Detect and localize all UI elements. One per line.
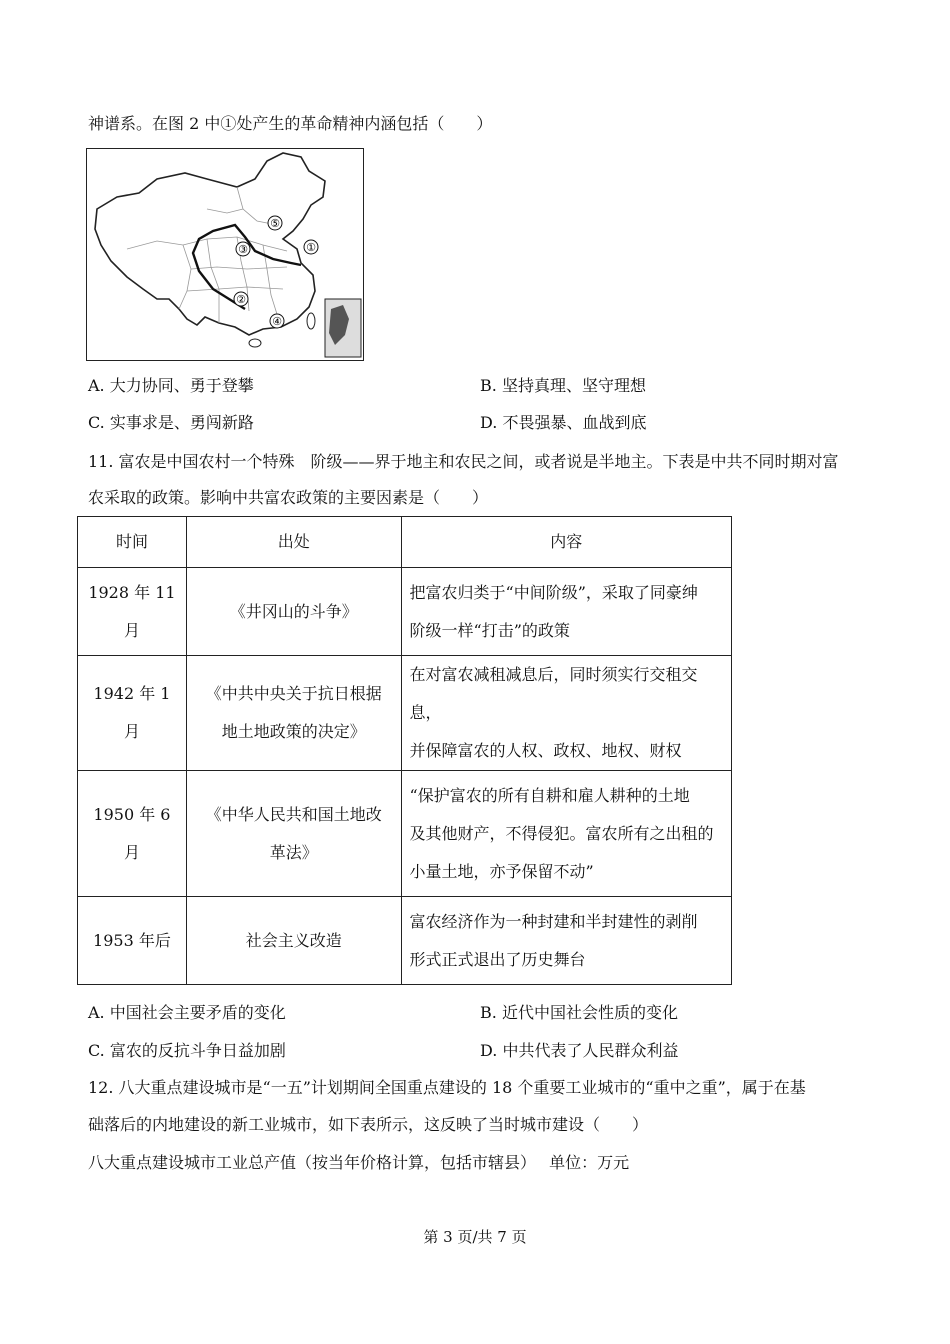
marker-1: ① bbox=[306, 241, 316, 254]
q11-option-c[interactable]: C. 富农的反抗斗争日益加剧 bbox=[88, 1041, 286, 1060]
cell-time: 1953 年后 bbox=[78, 897, 187, 985]
country-outline bbox=[95, 153, 325, 335]
cell-source: 社会主义改造 bbox=[186, 897, 401, 985]
q10-option-d[interactable]: D. 不畏强暴、血战到底 bbox=[480, 413, 647, 432]
cell-source: 《井冈山的斗争》 bbox=[186, 568, 401, 656]
q10-option-a[interactable]: A. 大力协同、勇于登攀 bbox=[88, 376, 254, 395]
cell-content: 把富农归类于“中间阶级”，采取了同豪绅 阶级一样“打击”的政策 bbox=[401, 568, 731, 656]
marker-2: ② bbox=[236, 293, 246, 306]
header-content: 内容 bbox=[401, 517, 731, 568]
q10-option-c[interactable]: C. 实事求是、勇闯新路 bbox=[88, 413, 254, 432]
marker-3: ③ bbox=[238, 243, 248, 256]
header-source: 出处 bbox=[186, 517, 401, 568]
header-time: 时间 bbox=[78, 517, 187, 568]
table-row bbox=[78, 656, 732, 771]
china-map bbox=[87, 149, 362, 359]
policy-table bbox=[77, 516, 732, 985]
table-header-row bbox=[78, 517, 732, 568]
q11-option-a[interactable]: A. 中国社会主要矛盾的变化 bbox=[88, 1003, 286, 1022]
marker-4: ④ bbox=[272, 315, 282, 328]
table-row bbox=[78, 771, 732, 897]
q12-stem-line-1: 12. 八大重点建设城市是“一五”计划期间全国重点建设的 18 个重要工业城市的“重中之重”，属于在基 bbox=[88, 1078, 806, 1097]
q10-option-b[interactable]: B. 坚持真理、坚守理想 bbox=[480, 376, 646, 395]
cell-time: 1950 年 6 月 bbox=[78, 771, 187, 897]
cell-time: 1928 年 11 月 bbox=[78, 568, 187, 656]
q11-option-b[interactable]: B. 近代中国社会性质的变化 bbox=[480, 1003, 678, 1022]
q11-stem-line-2: 农采取的政策。影响中共富农政策的主要因素是（ ） bbox=[88, 488, 489, 507]
cell-source: 《中共中央关于抗日根据 地土地政策的决定》 bbox=[186, 656, 401, 771]
q11-stem-line-1: 11. 富农是中国农村一个特殊 阶级——界于地主和农民之间，或者说是半地主。下表是中共不同时期对富 bbox=[88, 452, 839, 471]
marker-5: ⑤ bbox=[270, 217, 280, 230]
cell-source: 《中华人民共和国土地改 革法》 bbox=[186, 771, 401, 897]
q10-stem: 神谱系。在图 2 中①处产生的革命精神内涵包括（ ） bbox=[88, 114, 493, 133]
table-row bbox=[78, 897, 732, 985]
china-map-figure bbox=[86, 148, 364, 361]
q12-stem-line-2: 础落后的内地建设的新工业城市，如下表所示，这反映了当时城市建设（ ） bbox=[88, 1115, 649, 1134]
cell-content: 富农经济作为一种封建和半封建性的剥削 形式正式退出了历史舞台 bbox=[401, 897, 731, 985]
cell-time: 1942 年 1 月 bbox=[78, 656, 187, 771]
table-row bbox=[78, 568, 732, 656]
q11-option-d[interactable]: D. 中共代表了人民群众利益 bbox=[480, 1041, 679, 1060]
q12-table-caption: 八大重点建设城市工业总产值（按当年价格计算，包括市辖县） 单位：万元 bbox=[88, 1153, 630, 1172]
page-number: 第 3 页/共 7 页 bbox=[423, 1228, 527, 1246]
cell-content: 在对富农减租减息后，同时须实行交租交息， 并保障富农的人权、政权、地权、财权 bbox=[401, 656, 731, 771]
cell-content: “保护富农的所有自耕和雇人耕种的土地 及其他财产，不得侵犯。富农所有之出租的 小量土地，亦予保留不动” bbox=[401, 771, 731, 897]
